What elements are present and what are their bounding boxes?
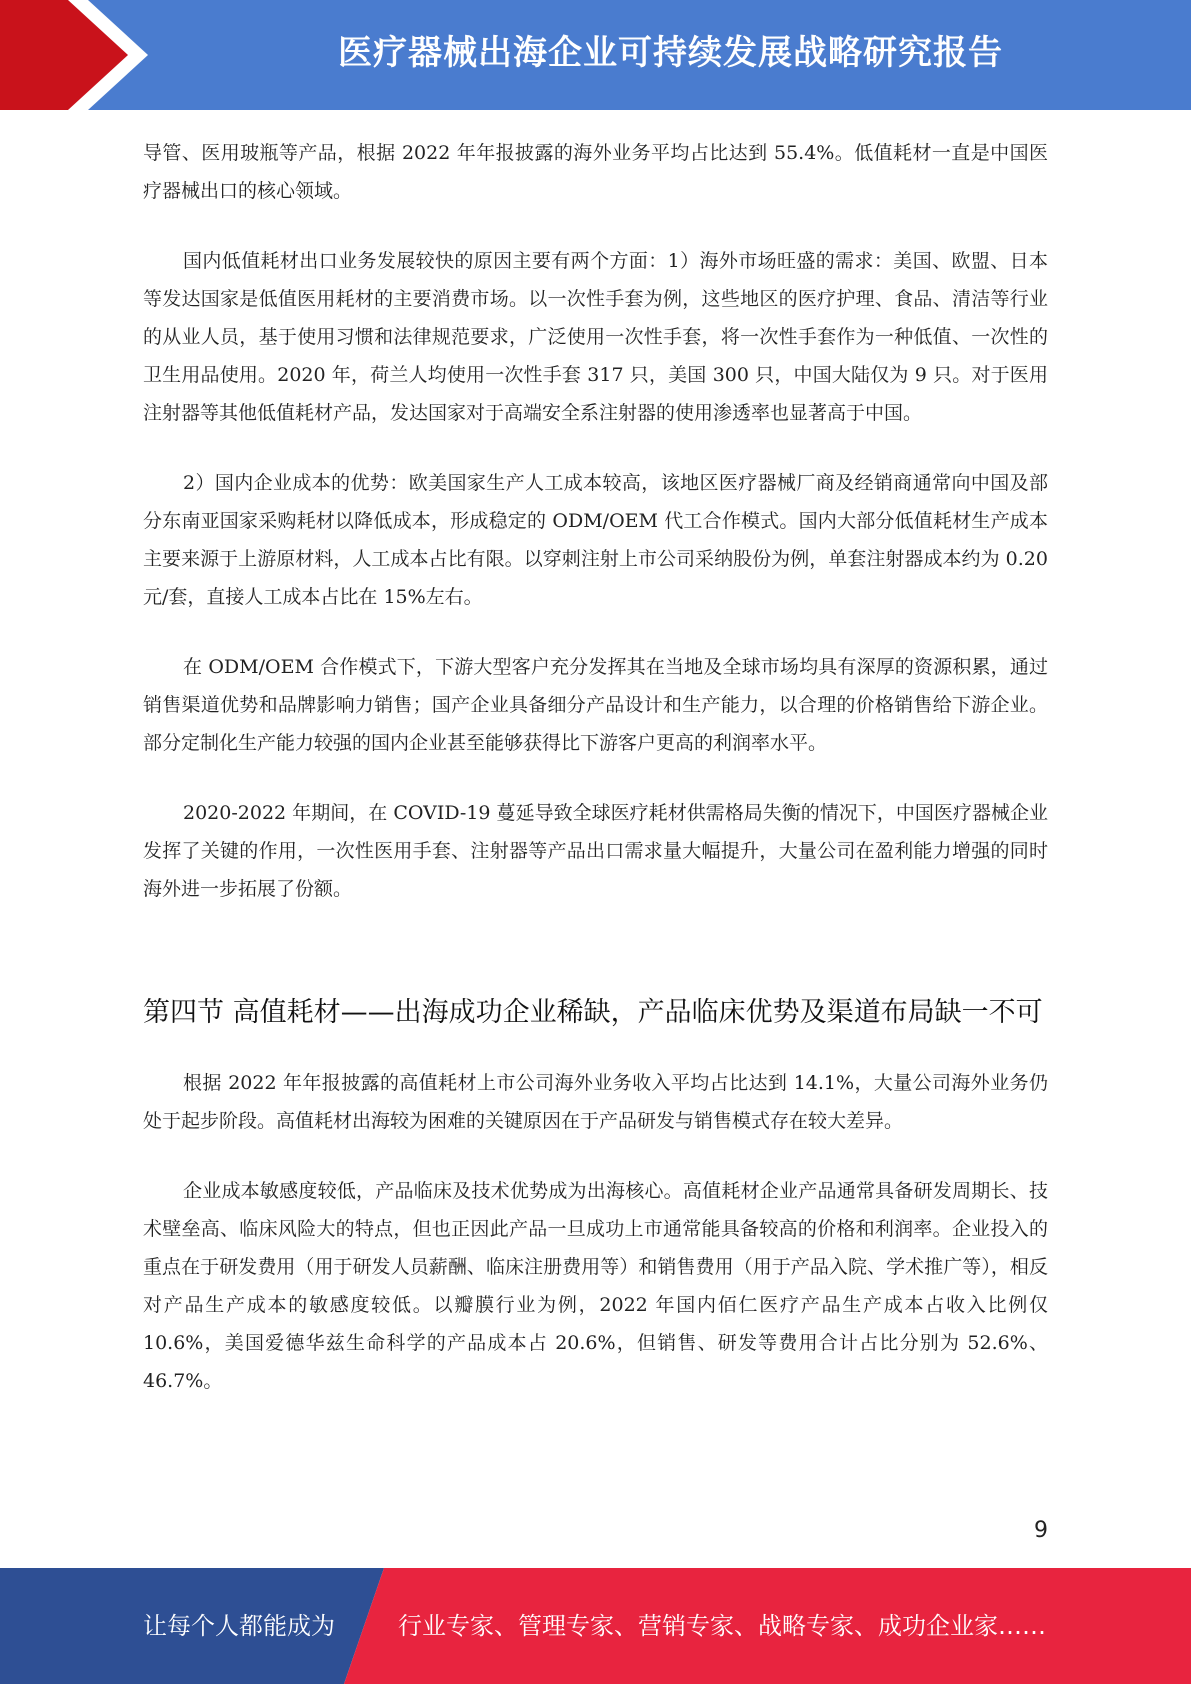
footer-slogan-right: 行业专家、管理专家、营销专家、战略专家、成功企业家…… bbox=[398, 1612, 1046, 1640]
report-title: 医疗器械出海企业可持续发展战略研究报告 bbox=[338, 33, 1003, 73]
document-body bbox=[143, 134, 1048, 1432]
paragraph-1: 导管、医用玻瓶等产品，根据 2022 年年报披露的海外业务平均占比达到 55.4%。低值耗材一直是中国医疗器械出口的核心领域。 bbox=[143, 142, 1048, 202]
paragraph-2: 国内低值耗材出口业务发展较快的原因主要有两个方面：1）海外市场旺盛的需求：美国、欧盟、日本等发达国家是低值医用耗材的主要消费市场。以一次性手套为例，这些地区的医疗护理、食品、清洁等行业的从业人员，基于使用习惯和法律规范要求，广泛使用一次性手套，将一次性手套作为一种低值、一次性的卫生用品使用。2020 年，荷兰人均使用一次性手套 317 只，美国 300 只，中国大陆仅为 9 只。对于医用注射器等其他低值耗材产品，发达国家对于高端安全系注射器的使用渗透率也显著高于中国。 bbox=[143, 250, 1048, 424]
footer-slogan-left: 让每个人都能成为 bbox=[143, 1612, 335, 1640]
section-paragraph-1: 根据 2022 年年报披露的高值耗材上市公司海外业务收入平均占比达到 14.1%，大量公司海外业务仍处于起步阶段。高值耗材出海较为困难的关键原因在于产品研发与销售模式存在较大差异。 bbox=[143, 1072, 1048, 1132]
paragraph-3: 2）国内企业成本的优势：欧美国家生产人工成本较高，该地区医疗器械厂商及经销商通常向中国及部分东南亚国家采购耗材以降低成本，形成稳定的 ODM/OEM 代工合作模式。国内大部分低值耗材生产成本主要来源于上游原材料，人工成本占比有限。以穿刺注射上市公司采纳股份为例，单套注射器成本约为 0.20 元/套，直接人工成本占比在 15%左右。 bbox=[143, 472, 1048, 608]
header-chevron-icon bbox=[0, 0, 160, 110]
section-paragraph-2: 企业成本敏感度较低，产品临床及技术优势成为出海核心。高值耗材企业产品通常具备研发周期长、技术壁垒高、临床风险大的特点，但也正因此产品一旦成功上市通常能具备较高的价格和利润率。企业投入的重点在于研发费用（用于研发人员薪酬、临床注册费用等）和销售费用（用于产品入院、学术推广等），相反对产品生产成本的敏感度较低。以瓣膜行业为例，2022 年国内佰仁医疗产品生产成本占收入比例仅 10.6%，美国爱德华兹生命科学的产品成本占 20.6%，但销售、研发等费用合计占比分别为 52.6%、46.7%。 bbox=[143, 1180, 1048, 1392]
paragraph-5: 2020-2022 年期间，在 COVID-19 蔓延导致全球医疗耗材供需格局失衡的情况下，中国医疗器械企业发挥了关键的作用，一次性医用手套、注射器等产品出口需求量大幅提升，大量公司在盈利能力增强的同时海外进一步拓展了份额。 bbox=[143, 802, 1048, 900]
page-number: 9 bbox=[1034, 1518, 1048, 1543]
paragraph-4: 在 ODM/OEM 合作模式下，下游大型客户充分发挥其在当地及全球市场均具有深厚的资源积累，通过销售渠道优势和品牌影响力销售；国产企业具备细分产品设计和生产能力，以合理的价格销售给下游企业。部分定制化生产能力较强的国内企业甚至能够获得比下游客户更高的利润率水平。 bbox=[143, 656, 1048, 754]
page-header bbox=[0, 0, 1191, 110]
page-footer bbox=[0, 1568, 1191, 1684]
section-heading: 第四节 高值耗材——出海成功企业稀缺，产品临床优势及渠道布局缺一不可 bbox=[143, 997, 1043, 1028]
